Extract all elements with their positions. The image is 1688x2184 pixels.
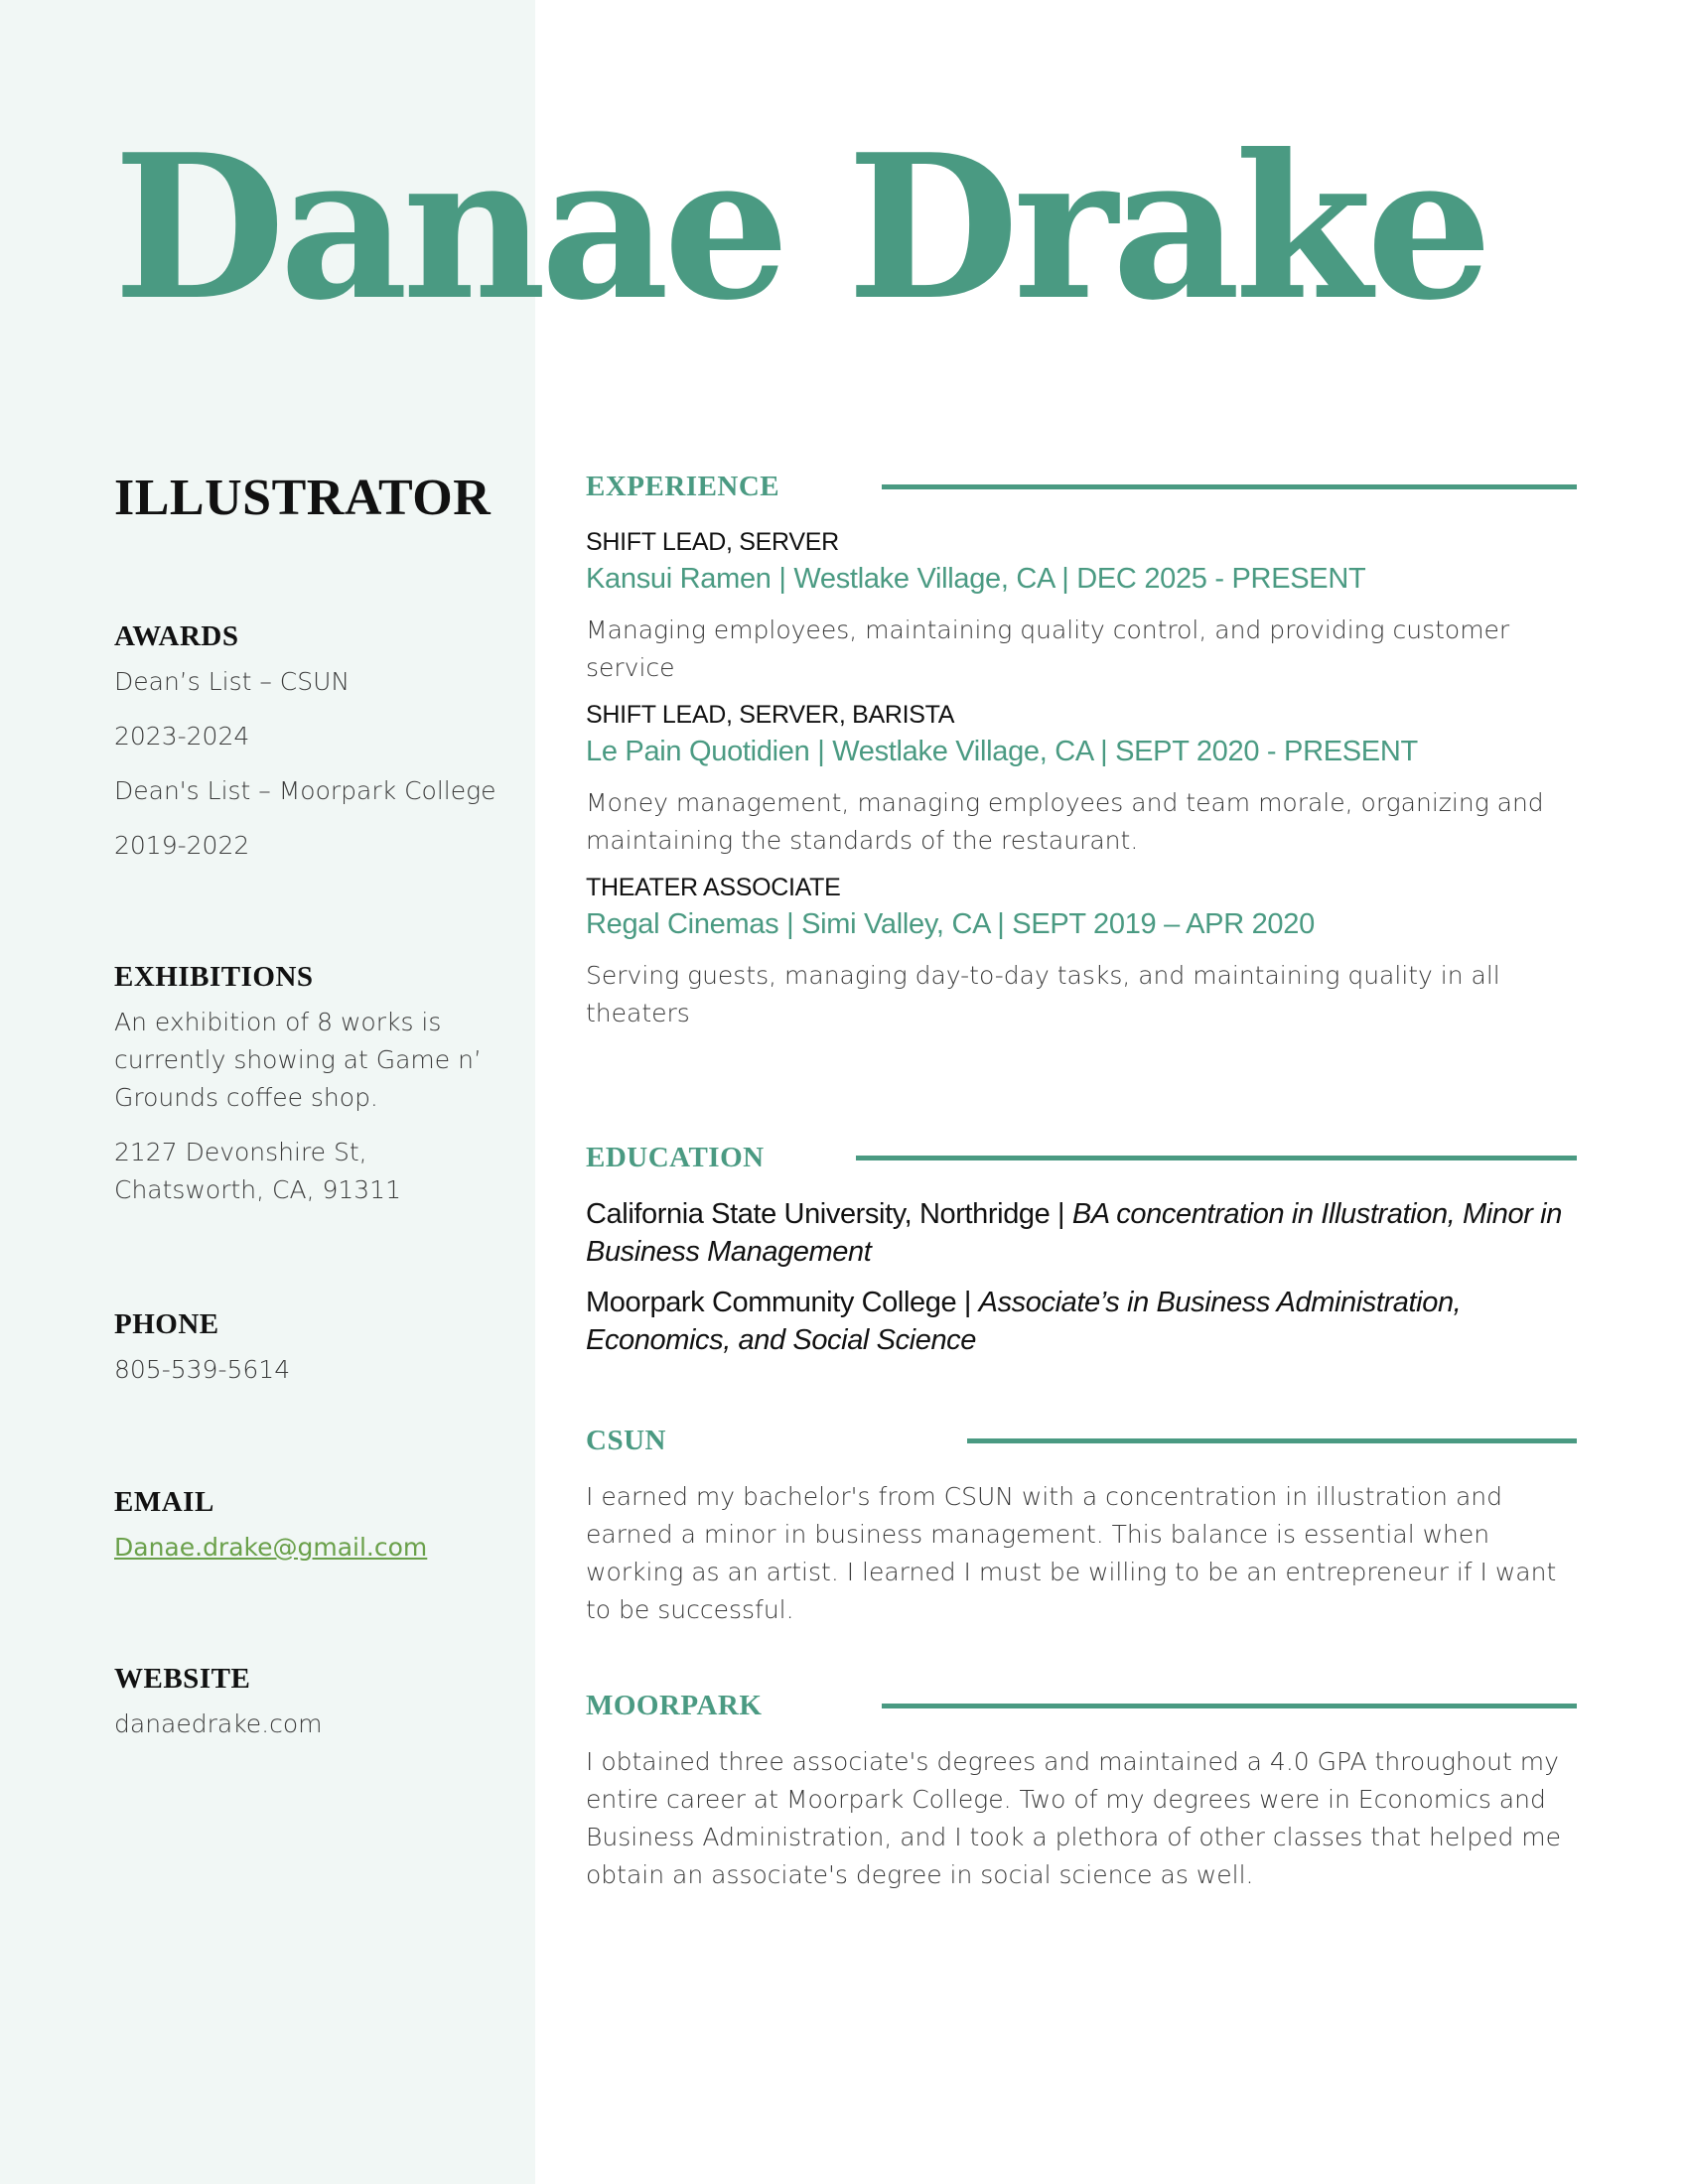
degree-name: Associate’s in Business Administration, Economics, and Social Science	[586, 1287, 1462, 1356]
csun-paragraph: I earned my bachelor's from CSUN with a concentration in illustration and earned a minor in business management. This balance is essential when working as an artist. I learned I must be willing to be an entrepreneur if I want to be successful.	[586, 1482, 1557, 1624]
job-role: SHIFT LEAD, SERVER	[586, 528, 839, 556]
website-heading: WEBSITE	[114, 1663, 251, 1695]
job-role: THEATER ASSOCIATE	[586, 874, 841, 901]
phone-number: 805-539-5614	[114, 1355, 291, 1384]
job-company: Le Pain Quotidien | Westlake Village, CA | SEPT 2020 - PRESENT	[586, 736, 1418, 767]
csun-section	[586, 1421, 1589, 1629]
csun-header	[586, 1421, 1589, 1460]
job-description: Serving guests, managing day-to-day tasks, and maintaining quality in all theaters	[586, 961, 1500, 1027]
experience-header	[586, 467, 1589, 506]
experience-heading: EXPERIENCE	[586, 470, 780, 502]
exhibition-address: 2127 Devonshire St, Chatsworth, CA, 91311	[114, 1138, 401, 1204]
education-header	[586, 1138, 1589, 1177]
phone-heading: PHONE	[114, 1308, 219, 1340]
moorpark-header	[586, 1686, 1589, 1725]
job-company: Kansui Ramen | Westlake Village, CA | DEC 2025 - PRESENT	[586, 563, 1366, 595]
section-divider	[856, 1156, 1577, 1160]
moorpark-heading: MOORPARK	[586, 1689, 763, 1721]
education-entry	[586, 1284, 1589, 1359]
csun-heading: CSUN	[586, 1424, 666, 1456]
award-item: Dean's List – Moorpark College	[114, 776, 496, 805]
awards-heading: AWARDS	[114, 620, 239, 652]
award-item: 2019-2022	[114, 831, 250, 860]
education-heading: EDUCATION	[586, 1141, 765, 1173]
exhibition-description: An exhibition of 8 works is currently showing at Game n’ Grounds coffee shop.	[114, 1008, 482, 1112]
job-entry	[586, 697, 1589, 860]
awards-section	[114, 620, 521, 882]
job-description: Money management, managing employees and team morale, organizing and maintaining the standards of the restaurant.	[586, 788, 1544, 855]
school-name: California State University, Northridge |	[586, 1198, 1072, 1230]
job-role: SHIFT LEAD, SERVER, BARISTA	[586, 701, 955, 729]
exhibitions-section	[114, 961, 521, 1209]
email-section	[114, 1486, 521, 1567]
section-divider	[967, 1438, 1577, 1443]
website-url: danaedrake.com	[114, 1709, 323, 1738]
job-entry	[586, 870, 1589, 1032]
education-section	[586, 1138, 1589, 1372]
experience-section	[586, 467, 1589, 1042]
section-divider	[882, 484, 1577, 489]
phone-section	[114, 1308, 521, 1389]
award-item: 2023-2024	[114, 722, 250, 751]
exhibitions-heading: EXHIBITIONS	[114, 961, 314, 993]
website-section	[114, 1663, 521, 1743]
moorpark-paragraph: I obtained three associate's degrees and maintained a 4.0 GPA throughout my entire career at Moorpark College. Two of my degrees were in Economics and Business Administration, and I took a plethora of other classes that helped me obtain an associate's degree in social science as well.	[586, 1747, 1561, 1889]
education-entry	[586, 1195, 1589, 1271]
section-divider	[882, 1704, 1577, 1708]
school-name: Moorpark Community College |	[586, 1287, 979, 1318]
degree-name: BA concentration in Illustration, Minor in Business Management	[586, 1198, 1562, 1268]
email-link[interactable]: Danae.drake@gmail.com	[114, 1533, 428, 1562]
moorpark-section	[586, 1686, 1589, 1894]
job-company: Regal Cinemas | Simi Valley, CA | SEPT 2019 – APR 2020	[586, 908, 1315, 940]
job-title: ILLUSTRATOR	[114, 470, 492, 526]
job-entry	[586, 524, 1589, 687]
award-item: Dean’s List – CSUN	[114, 667, 351, 696]
email-heading: EMAIL	[114, 1486, 214, 1518]
job-description: Managing employees, maintaining quality control, and providing customer service	[586, 615, 1510, 682]
resume-name: Danae Drake	[113, 111, 1487, 344]
